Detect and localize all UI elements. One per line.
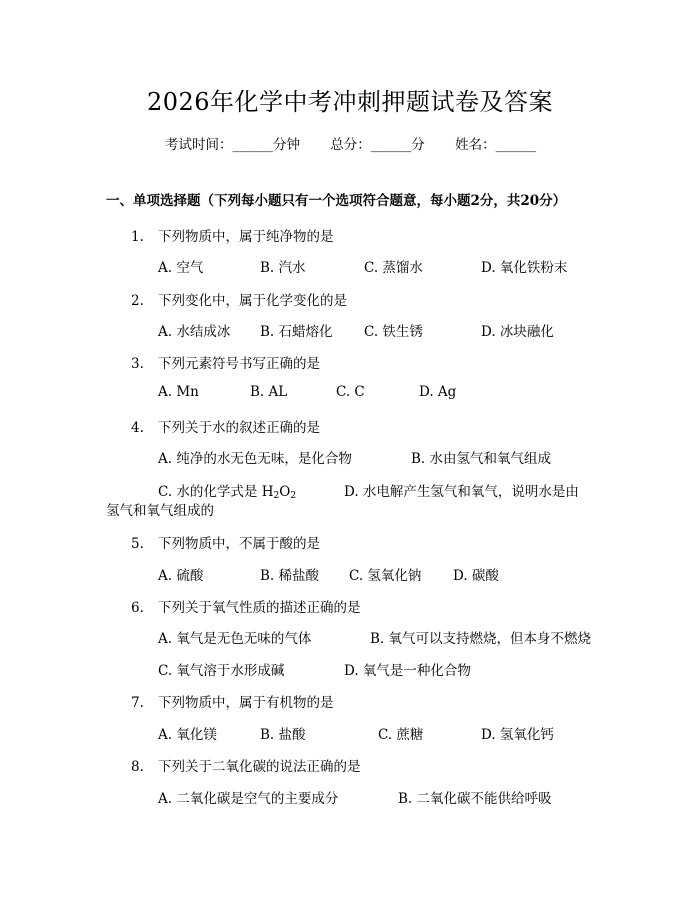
option-b: B. 汽水: [260, 260, 306, 276]
question-7: [131, 691, 334, 711]
option-d: D. 碳酸: [453, 568, 499, 584]
option-a: A. 空气: [158, 260, 204, 276]
option-a: A. 二氧化碳是空气的主要成分: [158, 791, 339, 807]
option-d-continuation: 氢气和氧气组成的: [106, 503, 214, 519]
question-number: 6.: [131, 600, 144, 616]
question-text: 下列物质中，不属于酸的是: [158, 536, 320, 552]
option-a: A. 水结成冰: [158, 324, 231, 340]
option-c: C. 氧气溶于水形成碱: [158, 663, 285, 679]
option-a: A. Mn: [158, 384, 199, 400]
question-number: 4.: [131, 420, 144, 436]
option-c: C. 铁生锈: [364, 324, 423, 340]
question-number: 2.: [131, 293, 144, 309]
option-c: C. 蔗糖: [378, 727, 424, 743]
question-number: 7.: [131, 695, 144, 711]
option-a: A. 纯净的水无色无味，是化合物: [158, 451, 352, 467]
option-b: B. 水由氢气和氧气组成: [411, 451, 552, 467]
option-d: D. 氧气是一种化合物: [344, 663, 471, 679]
question-number: 1.: [131, 229, 144, 245]
question-1-options: [158, 256, 628, 276]
option-d: D. Ag: [419, 384, 457, 400]
option-b: B. AL: [250, 384, 288, 400]
question-2-options: [158, 320, 628, 340]
question-text: 下列物质中，属于有机物的是: [158, 695, 334, 711]
option-c: [158, 480, 296, 501]
question-6: [131, 596, 361, 616]
question-4-options-row-2: [158, 480, 628, 500]
question-6-options-row-1: [158, 627, 628, 647]
option-a: A. 氧气是无色无味的气体: [158, 631, 312, 647]
option-a: A. 硫酸: [158, 568, 204, 584]
option-c: C. C: [336, 384, 365, 400]
option-c: C. 氢氧化钠: [349, 568, 422, 584]
question-5: [131, 532, 320, 552]
question-text: 下列物质中，属于纯净物的是: [158, 229, 334, 245]
section-title: 一、单项选择题（下列每小题只有一个选项符合题意，每小题2分，共20分）: [106, 193, 567, 209]
question-8-options: [158, 787, 628, 807]
question-text: 下列关于水的叙述正确的是: [158, 420, 320, 436]
option-c: C. 蒸馏水: [364, 260, 423, 276]
option-a: A. 氧化镁: [158, 727, 217, 743]
question-4-options-row-1: [158, 447, 628, 467]
question-number: 8.: [131, 759, 144, 775]
question-6-options-row-2: [158, 659, 628, 679]
question-text: 下列元素符号书写正确的是: [158, 356, 320, 372]
option-b: B. 二氧化碳不能供给呼吸: [398, 791, 552, 807]
question-7-options: [158, 723, 628, 743]
question-number: 3.: [131, 356, 144, 372]
question-text: 下列关于氧气性质的描述正确的是: [158, 600, 361, 616]
question-3-options: [158, 384, 628, 404]
exam-info-line: [165, 133, 536, 153]
question-2: [131, 289, 347, 309]
question-8: [131, 755, 361, 775]
option-b: B. 石蜡熔化: [260, 324, 333, 340]
page-title: 2026年化学中考冲刺押题试卷及答案: [146, 88, 554, 116]
question-3: [131, 352, 320, 372]
option-b: B. 氧气可以支持燃烧，但本身不燃烧: [370, 631, 592, 647]
water-formula: $H_2O_2$: [261, 484, 297, 501]
option-b: B. 稀盐酸: [260, 568, 320, 584]
option-d: D. 冰块融化: [481, 324, 554, 340]
option-b: B. 盐酸: [260, 727, 306, 743]
option-d: D. 水电解产生氢气和氧气，说明水是由: [344, 484, 579, 500]
question-text: 下列关于二氧化碳的说法正确的是: [158, 759, 361, 775]
option-c-text: C. 水的化学式是: [158, 484, 258, 500]
question-number: 5.: [131, 536, 144, 552]
question-4: [131, 416, 320, 436]
question-5-options: [158, 564, 628, 584]
total-score-field: 总分：______分: [330, 137, 425, 153]
question-text: 下列变化中，属于化学变化的是: [158, 293, 347, 309]
option-d: D. 氧化铁粉末: [481, 260, 568, 276]
question-1: [131, 225, 334, 245]
exam-time-field: 考试时间：______分钟: [165, 137, 300, 153]
student-name-field: 姓名：______: [455, 137, 537, 153]
option-d: D. 氢氧化钙: [481, 727, 554, 743]
